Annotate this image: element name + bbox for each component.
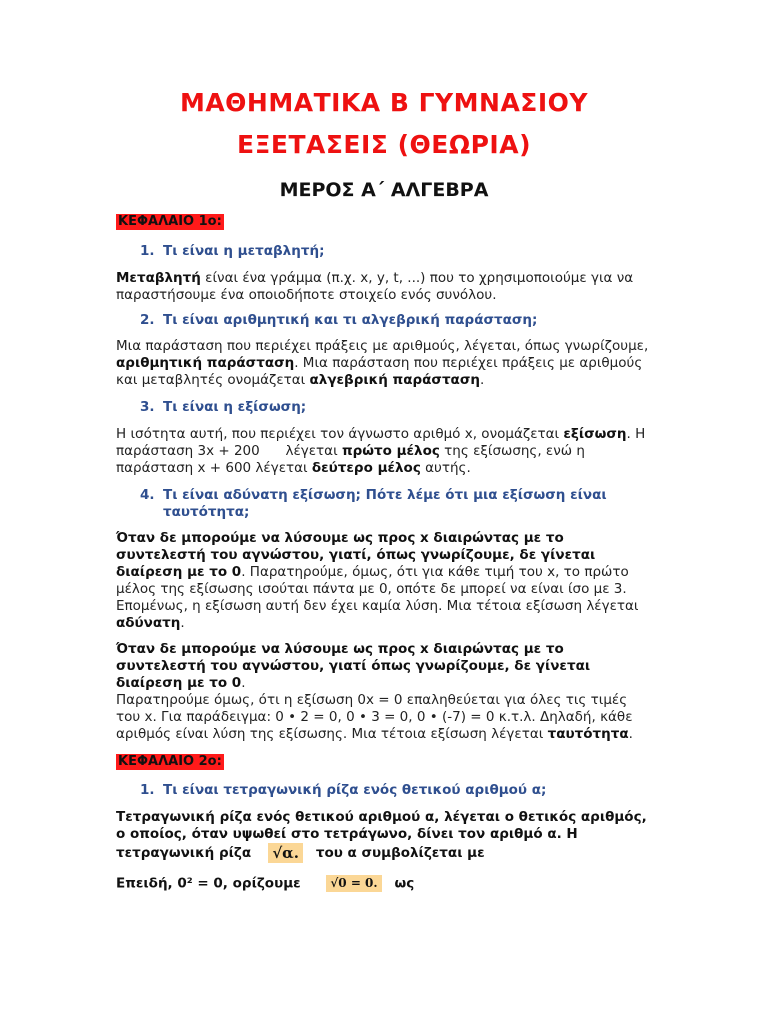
answer-bold: δεύτερο μέλος — [311, 460, 421, 476]
question-text: Τι είναι η μεταβλητή; — [163, 243, 325, 259]
sqrt-alpha-formula: √α. — [268, 843, 303, 863]
answer-bold: πρώτο μέλος — [341, 443, 440, 459]
question-1-4 — [116, 487, 652, 521]
answer-bold: αριθμητική παράσταση — [116, 355, 295, 371]
answer-2-1 — [116, 809, 652, 863]
answer-bold: αλγεβρική παράσταση — [309, 372, 480, 388]
chapter-2-label: ΚΕΦΑΛΑΙΟ 2ο: — [118, 754, 222, 769]
answer-text: Η ισότητα αυτή, που περιέχει τον άγνωστο αριθμό x, ονομάζεται — [116, 426, 564, 442]
question-1-1 — [116, 243, 652, 260]
answer-1-1 — [116, 270, 652, 304]
answer-bold: ως — [394, 875, 415, 892]
question-1-3 — [116, 399, 652, 416]
part-heading: ΜΕΡΟΣ Α΄ ΑΛΓΕΒΡΑ — [279, 179, 489, 201]
sqrt-zero-formula: √0 = 0. — [326, 875, 381, 892]
question-text: Τι είναι αδύνατη εξίσωση; Πότε λέμε ότι μια εξίσωση είναι ταυτότητα; — [163, 487, 607, 520]
answer-bold: του α συμβολίζεται με — [315, 845, 485, 861]
answer-text: . — [241, 675, 246, 691]
answer-text: . — [628, 726, 633, 742]
answer-text: . — [479, 372, 485, 388]
question-text: Τι είναι τετραγωνική ρίζα ενός θετικού αριθμού α; — [163, 782, 547, 798]
answer-text: . Παρατηρούμε, όμως, ότι για κάθε τιμή του x, το πρώτο μέλος της εξίσωσης ισούται πάντα με 0, οπότε δε μπορεί να είναι ίσο με 3. Επομένως, η εξίσωση αυτή δεν έχει καμία λύση. Μια τέτοια εξίσωση λέγεται — [116, 564, 639, 614]
question-number: 1. — [140, 782, 155, 798]
answer-1-3 — [116, 426, 652, 477]
answer-bold: Μεταβλητή — [116, 270, 201, 286]
question-text: Τι είναι αριθμητική και τι αλγεβρική παράσταση; — [163, 312, 538, 328]
answer-bold: αδύνατη — [116, 615, 181, 631]
answer-bold: Επειδή, 0² = 0, ορίζουμε — [116, 875, 301, 892]
answer-2-1-continued — [116, 875, 652, 893]
question-number: 2. — [140, 312, 155, 328]
question-number: 4. — [140, 487, 155, 503]
answer-text: Μια παράσταση που περιέχει πράξεις με αριθμούς, λέγεται, όπως γνωρίζουμε, — [116, 338, 649, 354]
question-2-1 — [116, 782, 652, 799]
answer-text: αυτής. — [420, 460, 471, 476]
document-title: ΜΑΘΗΜΑΤΙΚΑ Β ΓΥΜΝΑΣΙΟΥ — [179, 88, 589, 117]
document-title-line2: ΕΞΕΤΑΣΕΙΣ (ΘΕΩΡΙΑ) — [237, 130, 531, 159]
answer-text: της εξίσωσης, ενώ η παράσταση x + 600 λέγεται — [116, 443, 590, 476]
answer-bold: Όταν δε μπορούμε να λύσουμε ως προς x διαιρώντας με το συντελεστή του αγνώστου, γιατί όπως γνωρίζουμε, δε γίνεται διαίρεση με το 0 — [116, 641, 591, 691]
answer-bold: ταυτότητα — [547, 726, 629, 742]
answer-text: . — [180, 615, 185, 631]
answer-bold: Όταν δε μπορούμε να λύσουμε ως προς x διαιρώντας με το συντελεστή του αγνώστου, γιατί, όπως γνωρίζουμε, δε γίνεται διαίρεση με το 0 — [116, 530, 596, 580]
answer-1-4-paragraph-1 — [116, 530, 652, 632]
question-number: 3. — [140, 399, 155, 415]
answer-bold: Τετραγωνική ρίζα ενός θετικού αριθμού α, λέγεται ο θετικός αριθμός, ο οποίος, όταν υψωθεί στο τετράγωνο, δίνει τον αριθμό α. Η τετραγωνική ρίζα — [116, 809, 647, 861]
answer-1-4-paragraph-2 — [116, 641, 652, 743]
question-text: Τι είναι η εξίσωση; — [163, 399, 307, 415]
answer-1-2 — [116, 338, 652, 389]
answer-bold: εξίσωση — [563, 426, 627, 442]
question-1-2 — [116, 312, 652, 329]
answer-text: . Η παράσταση 3x + 200 λέγεται — [116, 426, 650, 459]
answer-text: Παρατηρούμε όμως, ότι η εξίσωση 0x = 0 επαληθεύεται για όλες τις τιμές του x. Για παράδειγμα: 0 • 2 = 0, 0 • 3 = 0, 0 • (-7) = 0 κ.τ.λ. Δηλαδή, κάθε αριθμός είναι λύση της εξίσωσης. Μια τέτοια εξίσωση λέγεται — [116, 692, 633, 742]
answer-text: είναι ένα γράμμα (π.χ. x, y, t, ...) που το χρησιμοποιούμε για να παραστήσουμε ένα οποιοδήποτε στοιχείο ενός συνόλου. — [116, 270, 634, 303]
answer-text: . Μια παράσταση που περιέχει πράξεις με αριθμούς και μεταβλητές ονομάζεται — [116, 355, 643, 388]
chapter-1-label: ΚΕΦΑΛΑΙΟ 1ο: — [118, 214, 222, 229]
question-number: 1. — [140, 243, 155, 259]
